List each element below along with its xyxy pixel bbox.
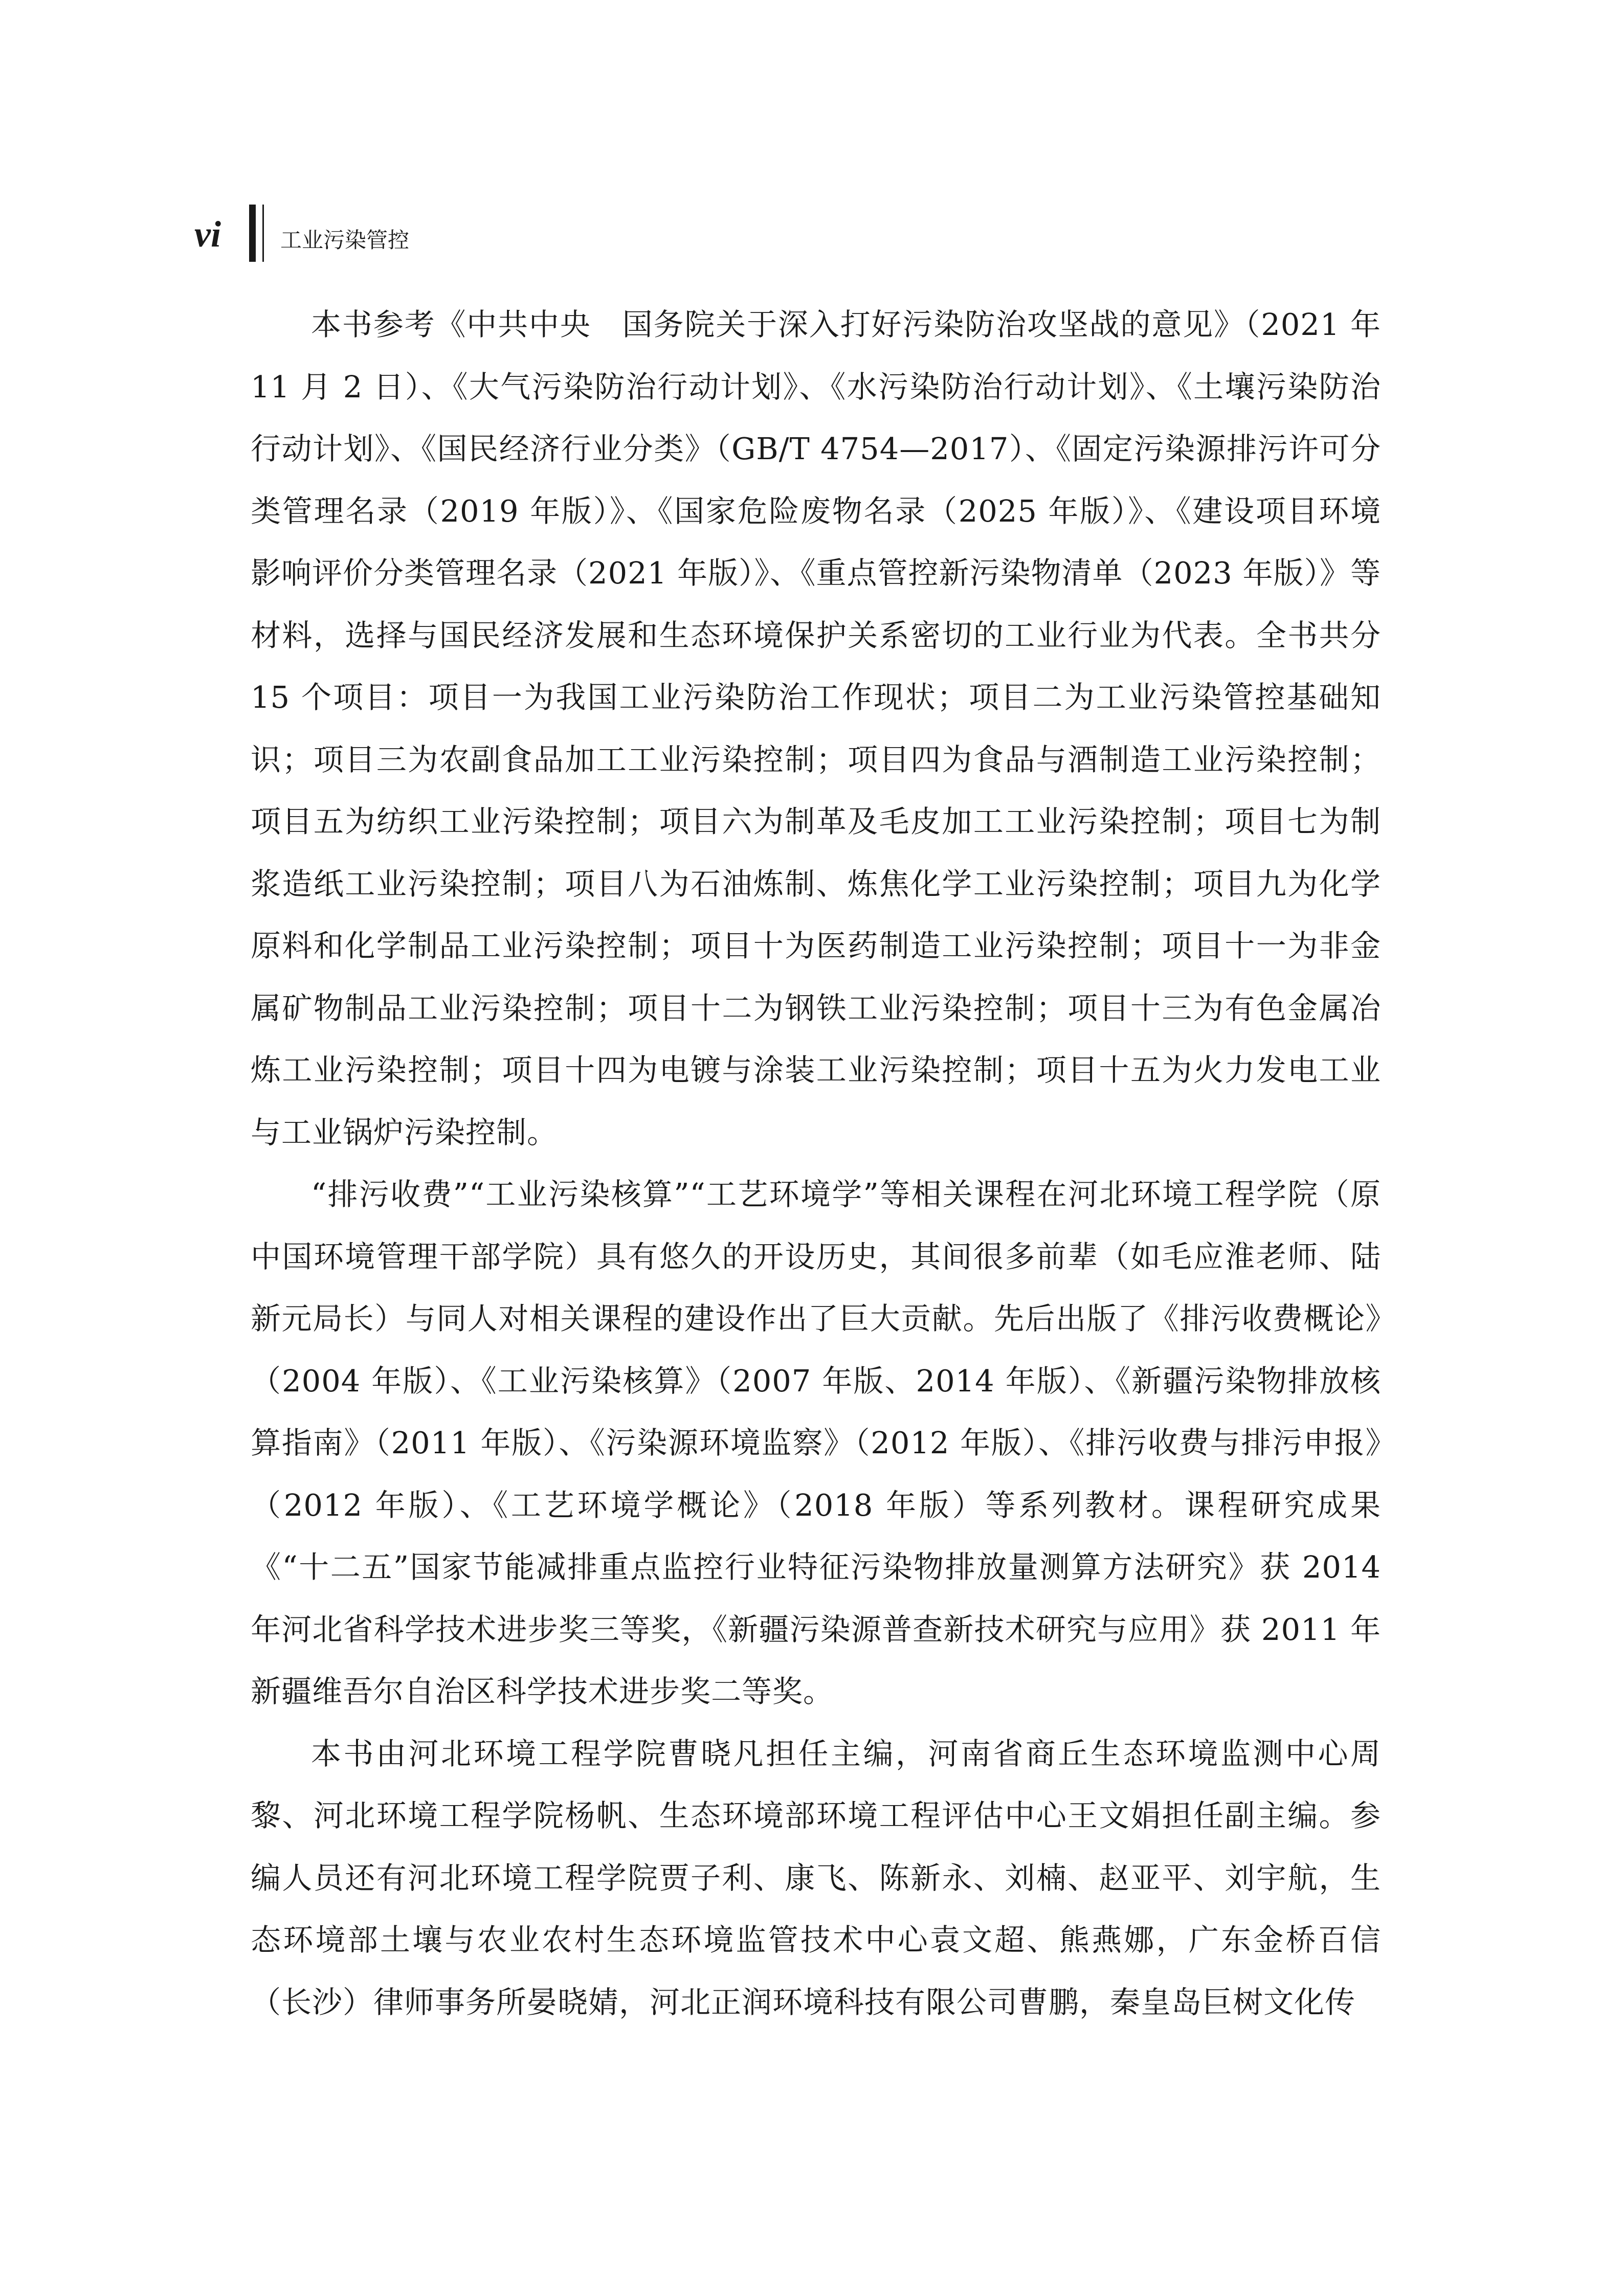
header-rule-thick (249, 205, 256, 262)
paragraph-references-and-projects: 本书参考《中共中央 国务院关于深入打好污染防治攻坚战的意见》（2021 年 11 月 2 日）、《大气污染防治行动计划》、《水污染防治行动计划》、《土壤污染防治行动计划》、《国民经济行业分类》（GB/T 4754—2017）、《固定污染源排污许可分类管理名录（2019 年版）》、《国家危险废物名录（2025 年版）》、《建设项目环境影响评价分类管理名录（2021 年版）》、《重点管控新污染物清单（2023 年版）》等材料，选择与国民经济发展和生态环境保护关系密切的工业行业为代表。全书共分 15 个项目：项目一为我国工业污染防治工作现状；项目二为工业污染管控基础知识；项目三为农副食品加工工业污染控制；项目四为食品与酒制造工业污染控制；项目五为纺织工业污染控制；项目六为制革及毛皮加工工业污染控制；项目七为制浆造纸工业污染控制；项目八为石油炼制、炼焦化学工业污染控制；项目九为化学原料和化学制品工业污染控制；项目十为医药制造工业污染控制；项目十一为非金属矿物制品工业污染控制；项目十二为钢铁工业污染控制；项目十三为有色金属冶炼工业污染控制；项目十四为电镀与涂装工业污染控制；项目十五为火力发电工业与工业锅炉污染控制。 (251, 307, 1381, 1150)
running-header-title: 工业污染管控 (280, 228, 410, 253)
header-rule-thin (262, 205, 264, 262)
body-text (251, 294, 1381, 2033)
running-header (194, 205, 1013, 266)
paragraph-course-history: “排污收费”“工业污染核算”“工艺环境学”等相关课程在河北环境工程学院（原中国环境管理干部学院）具有悠久的开设历史，其间很多前辈（如毛应淮老师、陆新元局长）与同人对相关课程的建设作出了巨大贡献。先后出版了《排污收费概论》（2004 年版）、《工业污染核算》（2007 年版、2014 年版）、《新疆污染物排放核算指南》（2011 年版）、《污染源环境监察》（2012 年版）、《排污收费与排污申报》（2012 年版）、《工艺环境学概论》（2018 年版）等系列教材。课程研究成果《“十二五”国家节能减排重点监控行业特征污染物排放量测算方法研究》获 2014 年河北省科学技术进步奖三等奖，《新疆污染源普查新技术研究与应用》获 2011 年新疆维吾尔自治区科学技术进步奖二等奖。 (251, 1177, 1381, 1709)
page-number: vi (194, 214, 221, 255)
paragraph-editors: 本书由河北环境工程学院曹晓凡担任主编，河南省商丘生态环境监测中心周黎、河北环境工程学院杨帆、生态环境部环境工程评估中心王文娟担任副主编。参编人员还有河北环境工程学院贾子利、康飞、陈新永、刘楠、赵亚平、刘宇航，生态环境部土壤与农业农村生态环境监管技术中心袁文超、熊燕娜，广东金桥百信（长沙）律师事务所晏晓婧，河北正润环境科技有限公司曹鹏，秦皇岛巨树文化传 (251, 1736, 1381, 2020)
